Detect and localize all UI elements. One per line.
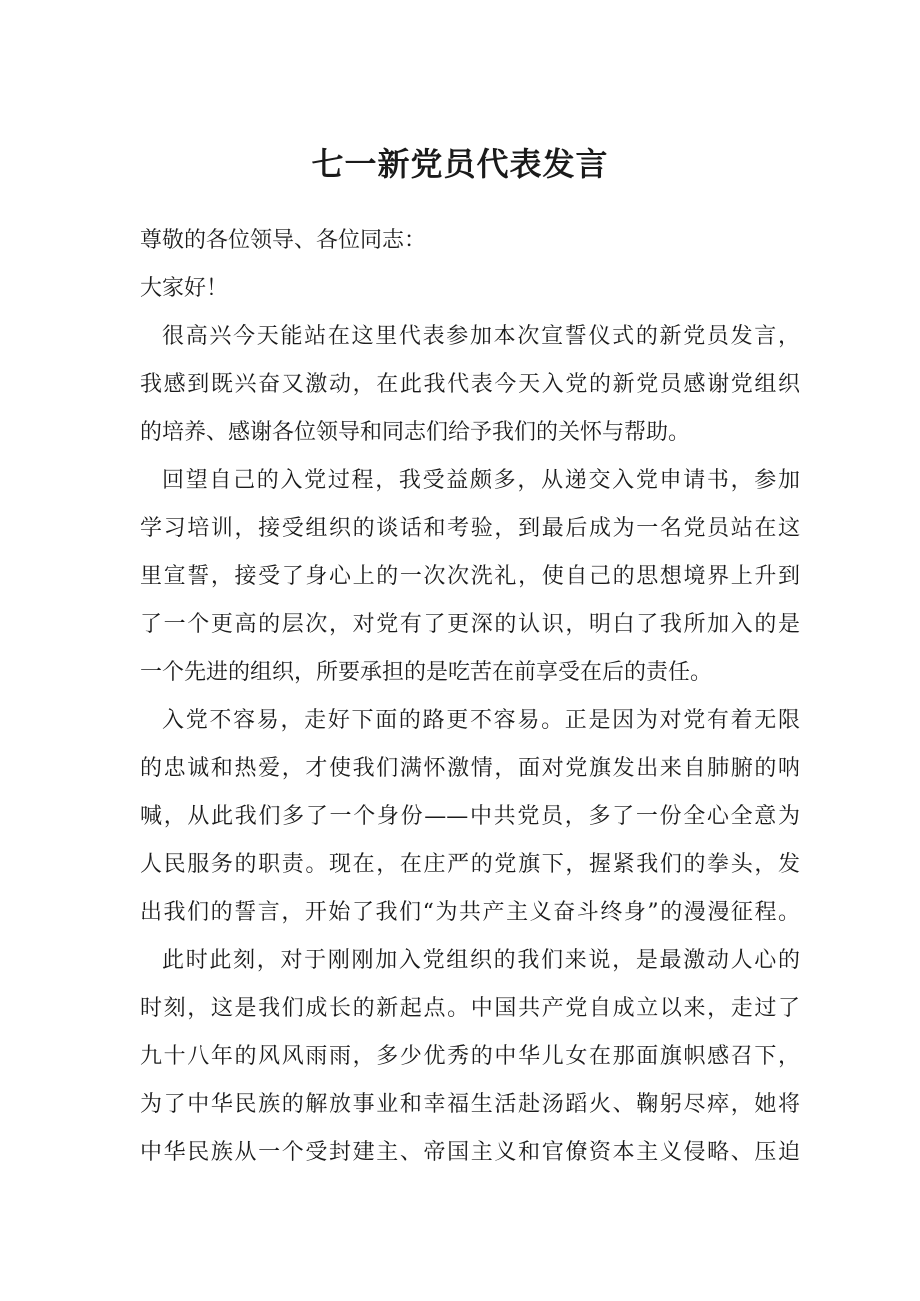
paragraph-4-line-4: 为了中华民族的解放事业和幸福生活赴汤蹈火、鞠躬尽瘁，她将	[140, 1092, 800, 1117]
paragraph-3-line-5: 出我们的誓言，开始了我们“为共产主义奋斗终身”的漫漫征程。	[140, 900, 800, 925]
paragraph-2-line-3: 里宣誓，接受了身心上的一次次洗礼，使自己的思想境界上升到	[140, 564, 800, 589]
paragraph-2-line-5: 一个先进的组织，所要承担的是吃苦在前享受在后的责任。	[140, 660, 713, 685]
paragraph-3-line-1: 入党不容易，走好下面的路更不容易。正是因为对党有着无限	[162, 708, 800, 733]
salutation-line: 尊敬的各位领导、各位同志：	[140, 228, 427, 253]
greeting-line: 大家好！	[140, 276, 229, 301]
paragraph-1-line-1: 很高兴今天能站在这里代表参加本次宣誓仪式的新党员发言，	[162, 324, 800, 349]
paragraph-4-line-2: 时刻，这是我们成长的新起点。中国共产党自成立以来，走过了	[140, 996, 800, 1021]
paragraph-1-line-2: 我感到既兴奋又激动，在此我代表今天入党的新党员感谢党组织	[140, 372, 800, 397]
paragraph-2-line-1: 回望自己的入党过程，我受益颇多，从递交入党申请书，参加	[162, 468, 800, 493]
paragraph-4-line-3: 九十八年的风风雨雨，多少优秀的中华儿女在那面旗帜感召下，	[140, 1044, 800, 1069]
document-body	[140, 217, 800, 1177]
paragraph-3-line-3: 喊，从此我们多了一个身份——中共党员，多了一份全心全意为	[140, 804, 800, 829]
document-title: 七一新党员代表发言	[311, 145, 609, 183]
paragraph-4-line-1: 此时此刻，对于刚刚加入党组织的我们来说，是最激动人心的	[162, 948, 800, 973]
paragraph-3-line-2: 的忠诚和热爱，才使我们满怀激情，面对党旗发出来自肺腑的呐	[140, 756, 800, 781]
paragraph-4-line-5: 中华民族从一个受封建主、帝国主义和官僚资本主义侵略、压迫	[140, 1140, 800, 1165]
paragraph-2-line-4: 了一个更高的层次，对党有了更深的认识，明白了我所加入的是	[140, 612, 800, 637]
paragraph-3-line-4: 人民服务的职责。现在，在庄严的党旗下，握紧我们的拳头，发	[140, 852, 800, 877]
paragraph-1-line-3: 的培养、感谢各位领导和同志们给予我们的关怀与帮助。	[140, 420, 691, 445]
paragraph-2-line-2: 学习培训，接受组织的谈话和考验，到最后成为一名党员站在这	[140, 516, 800, 541]
